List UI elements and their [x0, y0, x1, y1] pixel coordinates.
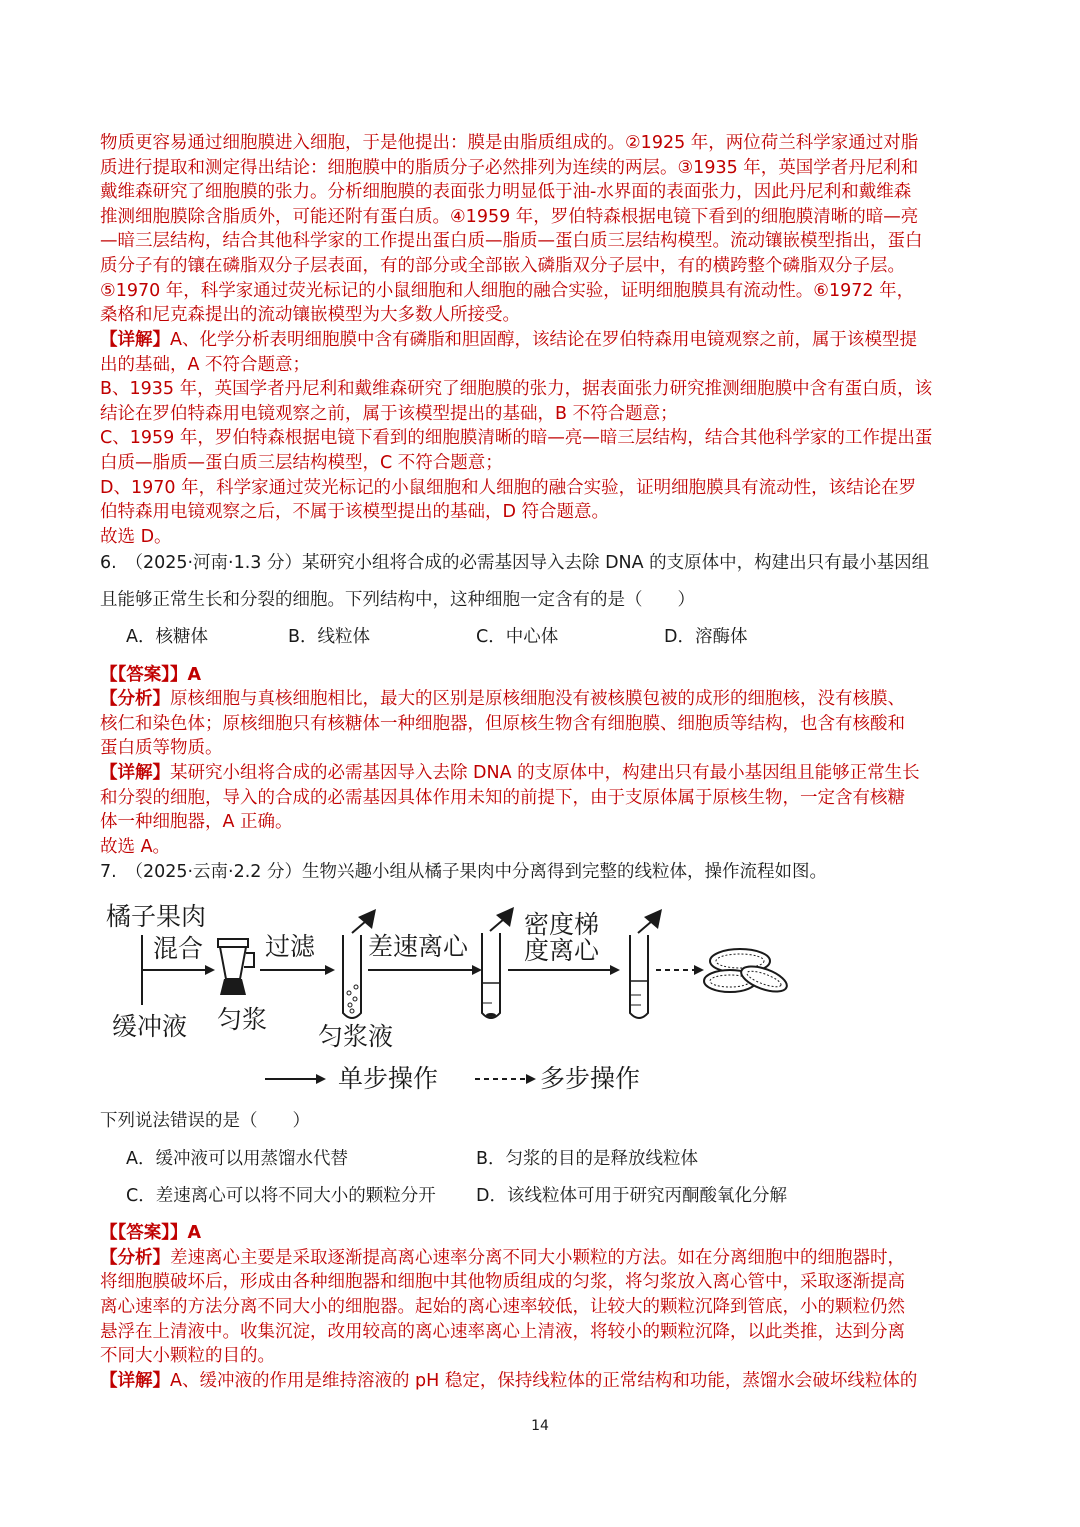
detail-line [100, 328, 984, 353]
blender-icon [218, 939, 254, 995]
legend-single-step: 单步操作 [338, 1064, 439, 1093]
arrow-head [472, 965, 482, 975]
detail-tag: 【详解】 [100, 763, 170, 783]
answer-label: 【【答案】】A [100, 665, 202, 685]
option-d: D．该线粒体可用于研究丙酮酸氧化分解 [476, 1186, 787, 1206]
option-a: A．核糖体 [126, 627, 208, 647]
arrow-head [526, 1074, 536, 1084]
text-line: 白质—脂质—蛋白质三层结构模型，C 不符合题意； [100, 453, 503, 473]
text-line: 伯特森用电镜观察之后，不属于该模型提出的基础，D 符合题意。 [100, 502, 610, 522]
text-line: 蛋白质等物质。 [100, 738, 223, 758]
text-line: 体一种细胞器，A 正确。 [100, 812, 293, 832]
label-orange-pulp: 橘子果肉 [106, 902, 207, 931]
question-6-stem: 6. （2025·河南·1.3 分）某研究小组将合成的必需基因导入去除 DNA 的支原体中，构建出只有最小基因组 [100, 553, 930, 573]
label-mix: 混合 [153, 934, 204, 963]
conclusion-line: 故选 A。 [100, 837, 171, 857]
analysis-text: 差速离心主要是采取逐渐提高离心速率分离不同大小颗粒的方法。如在分离细胞中的细胞器时， [170, 1248, 905, 1268]
analysis-text: 原核细胞与真核细胞相比，最大的区别是原核细胞没有被核膜包被的成形的细胞核，没有核膜、 [170, 689, 905, 709]
text-line: D、1970 年，科学家通过荧光标记的小鼠细胞和人细胞的融合实验，证明细胞膜具有流动性，该结论在罗 [100, 478, 917, 498]
arrow-head [205, 965, 215, 975]
detail-text: A、缓冲液的作用是维持溶液的 pH 稳定，保持线粒体的正常结构和功能，蒸馏水会破坏线粒体的 [170, 1371, 918, 1391]
mitochondria-icon [704, 949, 790, 997]
mitochondria-isolation-diagram [100, 895, 800, 1095]
text-line: 悬浮在上清液中。收集沉淀，改用较高的离心速率离心上清液，将较小的颗粒沉降，以此类推，达到分离 [100, 1322, 905, 1342]
conclusion-line: 故选 D。 [100, 527, 172, 547]
text-line: 和分裂的细胞，导入的合成的必需基因具体作用未知的前提下，由于支原体属于原核生物，一定含有核糖 [100, 788, 905, 808]
analysis-tag: 【分析】 [100, 1248, 170, 1268]
option-b: B．匀浆的目的是释放线粒体 [476, 1149, 699, 1169]
option-d: D．溶酶体 [664, 627, 748, 647]
legend-multi-step: 多步操作 [540, 1064, 641, 1093]
detail-text: 某研究小组将合成的必需基因导入去除 DNA 的支原体中，构建出只有最小基因组且能够正常生长 [170, 763, 920, 783]
test-tube-gradient-icon [630, 909, 662, 1018]
option-c: C．中心体 [476, 627, 559, 647]
label-differential-centrifugation: 差速离心 [368, 932, 469, 961]
text-line: 戴维森研究了细胞膜的张力。分析细胞膜的表面张力明显低于油-水界面的表面张力，因此丹尼利和戴维森 [100, 182, 912, 202]
text-line: 离心速率的方法分离不同大小的细胞器。起始的离心速率较低，让较大的颗粒沉降到管底，小的颗粒仍然 [100, 1297, 905, 1317]
text-line: 结论在罗伯特森用电镜观察之前，属于该模型提出的基础，B 不符合题意； [100, 404, 678, 424]
label-density-gradient-1: 密度梯 [524, 910, 600, 939]
text-line: 物质更容易通过细胞膜进入细胞，于是他提出：膜是由脂质组成的。②1925 年，两位荷兰科学家通过对脂 [100, 133, 919, 153]
option-b: B．线粒体 [288, 627, 371, 647]
label-filter: 过滤 [265, 932, 316, 961]
test-tube-homogenate-icon [343, 909, 376, 1018]
detail-line [100, 1369, 984, 1394]
analysis-tag: 【分析】 [100, 689, 170, 709]
text-line: 质进行提取和测定得出结论：细胞膜中的脂质分子必然排列为连续的两层。③1935 年，英国学者丹尼利和 [100, 158, 919, 178]
arrow-head [325, 965, 335, 975]
text-line: —暗三层结构，结合其他科学家的工作提出蛋白质—脂质—蛋白质三层结构模型。流动镶嵌模型指出，蛋白 [100, 231, 923, 251]
text-line: C、1959 年，罗伯特森根据电镜下看到的细胞膜清晰的暗—亮—暗三层结构，结合其他科学家的工作提出蛋 [100, 428, 933, 448]
text-line: 核仁和染色体；原核细胞只有核糖体一种细胞器，但原核生物含有细胞膜、细胞质等结构，也含有核酸和 [100, 714, 905, 734]
question-7-stem: 7. （2025·云南·2.2 分）生物兴趣小组从橘子果肉中分离得到完整的线粒体，操作流程如图。 [100, 862, 827, 882]
page-number: 14 [531, 1418, 549, 1434]
text-line: 推测细胞膜除含脂质外，可能还附有蛋白质。④1959 年，罗伯特森根据电镜下看到的细胞膜清晰的暗—亮 [100, 207, 919, 227]
text-line: 将细胞膜破坏后，形成由各种细胞器和细胞中其他物质组成的匀浆，将匀浆放入离心管中，采取逐渐提高 [100, 1272, 905, 1292]
label-density-gradient-2: 度离心 [524, 936, 600, 965]
analysis-line [100, 687, 984, 712]
detail-tag: 【详解】 [100, 330, 170, 350]
analysis-line [100, 1246, 984, 1271]
option-c: C．差速离心可以将不同大小的颗粒分开 [126, 1186, 436, 1206]
text-line: 不同大小颗粒的目的。 [100, 1346, 275, 1366]
option-a: A．缓冲液可以用蒸馏水代替 [126, 1149, 348, 1169]
question-7-prompt: 下列说法错误的是（ ） [100, 1111, 310, 1131]
answer-label: 【【答案】】A [100, 1223, 202, 1243]
text-line: 质分子有的镶在磷脂双分子层表面，有的部分或全部嵌入磷脂双分子层中，有的横跨整个磷脂双分子层。 [100, 256, 905, 276]
detail-text: A、化学分析表明细胞膜中含有磷脂和胆固醇，该结论在罗伯特森用电镜观察之前，属于该模型提 [170, 330, 917, 350]
text-line: ⑤1970 年，科学家通过荧光标记的小鼠细胞和人细胞的融合实验，证明细胞膜具有流动性。⑥1972 年， [100, 281, 915, 301]
text-line: 桑格和尼克森提出的流动镶嵌模型为大多数人所接受。 [100, 305, 520, 325]
label-homogenate: 匀浆液 [318, 1022, 394, 1051]
question-6-stem-cont: 且能够正常生长和分裂的细胞。下列结构中，这种细胞一定含有的是（ ） [100, 590, 695, 610]
test-tube-sediment-icon [482, 907, 514, 1018]
arrow-head [610, 965, 620, 975]
arrow-head [694, 965, 704, 975]
label-homogenize: 匀浆 [217, 1005, 268, 1034]
detail-tag: 【详解】 [100, 1371, 170, 1391]
label-buffer: 缓冲液 [112, 1012, 188, 1041]
detail-line [100, 761, 984, 786]
arrow-head [316, 1074, 326, 1084]
text-line: 出的基础，A 不符合题意； [100, 355, 311, 375]
text-line: B、1935 年，英国学者丹尼利和戴维森研究了细胞膜的张力，据表面张力研究推测细胞膜中含有蛋白质，该 [100, 379, 933, 399]
